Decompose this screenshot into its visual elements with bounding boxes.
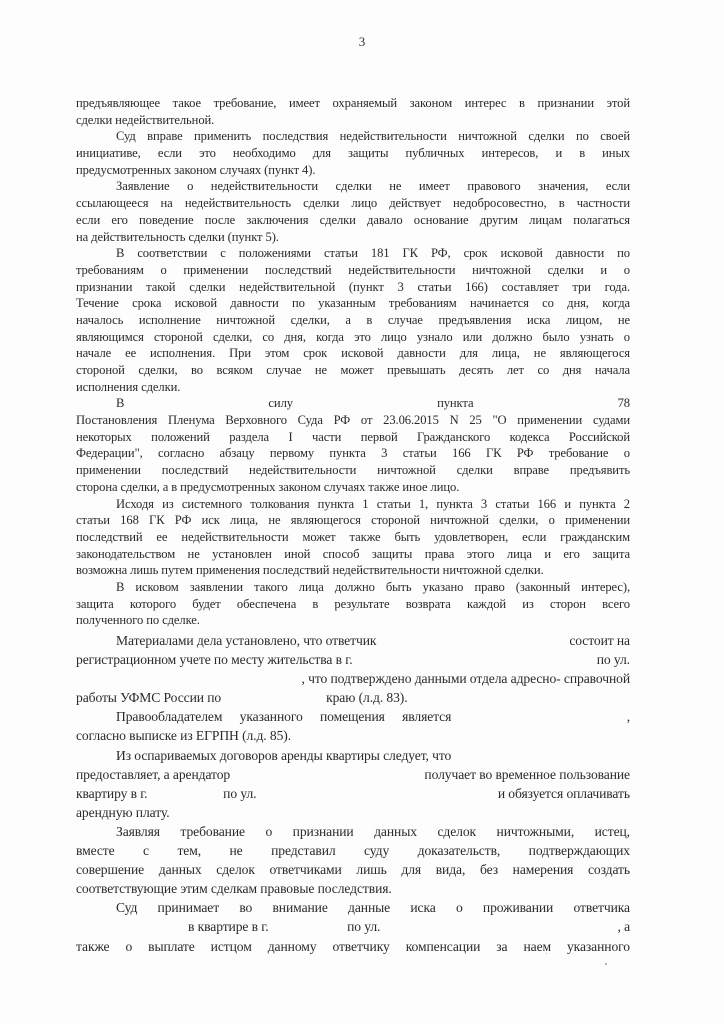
text-line: требованиям о применении последствий недействительности ничтожной сделки и о: [76, 262, 630, 277]
text-line: возможна лишь путем применения последствий недействительности ничтожной сделки.: [76, 563, 544, 578]
text-line: согласно выписке из ЕГРПН (л.д. 85).: [76, 728, 292, 744]
text-line: Из оспариваемых договоров аренды квартиры следует, что: [116, 747, 452, 763]
text-line: статьи 168 ГК РФ иск лица, не являющегося стороной ничтожной сделки, о применении: [76, 513, 630, 528]
text-line: [76, 784, 630, 803]
text-line: В исковом заявлении такого лица должно быть указано право (законный интерес),: [116, 579, 630, 594]
text-fragment: по ул.: [223, 785, 257, 801]
text-fragment: состоит на: [569, 633, 630, 648]
text-fragment: по ул.: [596, 652, 630, 668]
text-line: [76, 765, 630, 784]
text-line: применении последствий недействительности ничтожной сделки вправе предъявить: [76, 463, 630, 478]
text-line: Заявляя требование о признании данных сделок ничтожными, истец,: [116, 823, 630, 839]
text-line: В силу пункта 78: [116, 396, 630, 411]
text-line: [76, 917, 630, 936]
text-line: признании такой сделки недействительной (пункт 3 статьи 166) составляет три года.: [76, 279, 630, 294]
text-fragment: и обязуется оплачивать: [497, 785, 630, 801]
document-body-lower: [76, 631, 630, 956]
text-line: Постановления Пленума Верховного Суда РФ от 23.06.2015 N 25 "О применении судами: [76, 413, 630, 428]
text-line: В соответствии с положениями статьи 181 ГК РФ, срок исковой давности по: [116, 246, 630, 261]
redacted-gap: [459, 917, 539, 936]
text-line: если его поведение после заключения сделки давало основание другим лицам полагаться: [76, 212, 630, 227]
text-fragment: Правообладателем указанного помещения является: [116, 709, 452, 725]
text-line: полученного по сделке.: [76, 613, 200, 628]
text-fragment: регистрационном учете по месту жительства в г.: [76, 652, 353, 668]
text-line: инициативе, если это необходимо для защиты публичных интересов, и в иных: [76, 146, 630, 161]
scan-artifact: [605, 963, 607, 965]
text-line: на действительность сделки (пункт 5).: [76, 229, 279, 244]
text-fragment: ,: [626, 709, 630, 725]
text-fragment: получает во временное пользование: [424, 766, 630, 782]
document-body: [76, 95, 630, 956]
text-line: началось исполнение ничтожной сделки, а в случае предъявления иска лицом, не: [76, 312, 630, 327]
text-line: Заявление о недействительности сделки не имеет правового значения, если: [116, 179, 630, 194]
text-line: соответствующие этим сделкам правовые последствия.: [76, 881, 392, 897]
text-line: исполнения сделки.: [76, 379, 181, 394]
text-line: Течение срока исковой давности по указанным требованиям начинается со дня, когда: [76, 296, 630, 311]
page-number: 3: [358, 34, 366, 49]
text-fragment: краю (л.д. 83).: [326, 690, 408, 706]
text-line: предъявляющее такое требование, имеет охраняемый законом интерес в признании этой: [76, 96, 630, 110]
text-fragment: Материалами дела установлено, что ответчик: [116, 633, 377, 648]
text-line: Суд вправе применить последствия недействительности ничтожной сделки по своей: [116, 129, 630, 144]
redacted-gap: [332, 784, 422, 803]
text-line: сделки недействительной.: [76, 112, 215, 127]
text-line: законодательством не установлен иной способ защиты права этого лица и его защита: [76, 546, 630, 561]
text-line: Федерации", согласно абзацу первому пункта 3 статьи 166 ГК РФ требование о: [76, 446, 630, 461]
text-fragment: предоставляет, а арендатор: [76, 766, 231, 782]
text-line: арендную плату.: [76, 804, 170, 820]
text-line: ссылающееся на недействительность сделки лицо действует недобросовестно, в частности: [76, 196, 630, 211]
document-body-upper: [76, 95, 630, 629]
text-line: предусмотренных законом случаях (пункт 4).: [76, 162, 316, 177]
text-fragment: , а: [617, 919, 630, 935]
text-line: стороной сделки, во всяком случае не может превышать десять лет со дня начала: [76, 363, 630, 377]
scan-artifact: [546, 953, 547, 954]
text-line: [76, 631, 630, 650]
text-line: вместе с тем, не представил суду доказательств, подтверждающих: [76, 843, 630, 859]
text-line: являющимся стороной сделки, со дня, когда это лицо узнало или должно было узнать о: [76, 329, 630, 344]
text-line: некоторых положений раздела I части первой Гражданского кодекса Российской: [76, 429, 630, 444]
text-line: последствий ее недействительности может также быть удовлетворен, если гражданским: [76, 529, 630, 544]
text-line: защита которого будет обеспечена в результате возврата каждой из сторон всего: [76, 596, 630, 611]
text-line: Суд принимает во внимание данные иска о проживании ответчика: [116, 900, 630, 916]
text-line: [76, 650, 630, 669]
text-line: начале ее исполнения. При этом срок исковой давности для лица, не являющегося: [76, 346, 630, 361]
text-fragment: по ул.: [347, 919, 381, 935]
text-fragment: квартиру в г.: [76, 785, 148, 801]
text-line: [76, 669, 630, 688]
text-fragment: работы УФМС России по: [76, 690, 222, 706]
redacted-gap: [76, 669, 206, 688]
text-line: Исходя из системного толкования пункта 1 статьи 1, пункта 3 статьи 166 и пункта 2: [116, 496, 630, 511]
text-line: также о выплате истцом данному ответчику компенсации за наем указанного: [76, 938, 630, 954]
text-line: совершение данных сделок ответчиками лишь для вида, без намерения создать: [76, 862, 630, 878]
text-line: [76, 707, 630, 726]
text-fragment: в квартире в г.: [188, 919, 269, 935]
text-fragment: , что подтверждено данными отдела адресно- справочной: [301, 671, 630, 687]
text-line: [76, 688, 630, 707]
text-line: сторона сделки, а в предусмотренных законом случаях также иное лицо.: [76, 479, 460, 494]
